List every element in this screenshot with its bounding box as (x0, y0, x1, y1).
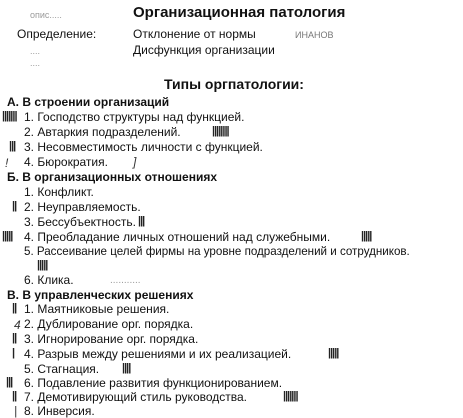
group-b-item-3: 3. Бессубъектность. (24, 215, 136, 229)
definition-label: Определение: (17, 27, 97, 41)
page-title: Организационная патология (133, 4, 346, 21)
tally-mark: 4 (14, 318, 21, 332)
tally-mark: || (12, 200, 17, 212)
group-c-heading: В. В управленческих решениях (7, 288, 194, 302)
faint-top-right-text: ИНАНОВ (295, 30, 334, 40)
faint-top-left-text: опис..... (30, 10, 62, 20)
group-c-item-1: 1. Маятниковые решения. (24, 302, 170, 316)
definition-line-2: Дисфункция организации (133, 43, 275, 57)
group-a-item-2: 2. Автаркия подразделений. (24, 125, 181, 139)
group-b-item-4: 4. Преобладание личных отношений над служебными. (24, 230, 331, 244)
tally-mark: | (14, 404, 18, 418)
group-a-item-4: 4. Бюрократия. (24, 155, 108, 169)
definition-line-1: Отклонение от нормы (133, 27, 256, 41)
group-b-item-6: 6. Клика. (24, 273, 74, 287)
tally-mark: ||||| (361, 230, 372, 242)
group-b-item-1: 1. Конфликт. (24, 185, 94, 199)
group-c-item-2: 2. Дублирование орг. порядка. (24, 317, 194, 331)
faint-annotation: ........... (110, 275, 141, 286)
group-c-item-4: 4. Разрыв между решениями и их реализацией. (24, 347, 292, 361)
tally-mark: ||||| (2, 230, 13, 242)
group-a-heading: А. В строении организаций (7, 95, 170, 109)
tally-mark: ||||| (37, 259, 48, 271)
group-c-item-6: 6. Подавление развития функционированием. (24, 376, 283, 390)
group-c-item-5: 5. Стагнация. (24, 362, 100, 376)
group-b-item-2: 2. Неуправляемость. (24, 200, 141, 214)
tally-mark: ] (133, 155, 137, 169)
group-c-item-7: 7. Демотивирующий стиль руководства. (24, 390, 248, 404)
tally-mark: ||| (138, 215, 145, 227)
faint-left-line-2: .... (30, 58, 41, 68)
tally-mark: ||||| (328, 347, 339, 359)
tally-mark: || (12, 390, 17, 402)
group-c-item-8: 8. Инверсия. (24, 404, 95, 418)
tally-mark: ||| (6, 376, 13, 388)
tally-mark: ||| (9, 140, 16, 152)
group-b-item-5: 5. Рассеивание целей фирмы на уровне подразделений и сотрудников. (24, 245, 410, 258)
group-a-item-3: 3. Несовместимость личности с функцией. (24, 140, 263, 154)
group-b-heading: Б. В организационных отношениях (7, 170, 218, 184)
tally-mark: || (12, 302, 17, 314)
tally-mark: |||| (122, 362, 131, 374)
tally-mark: ! (5, 156, 9, 170)
tally-mark: ||||||| (2, 110, 17, 122)
group-c-item-3: 3. Игнорирование орг. порядка. (24, 332, 199, 346)
tally-mark: || (12, 332, 17, 344)
tally-mark: | (12, 347, 15, 359)
tally-mark: ||||||| (283, 390, 298, 402)
faint-left-line-1: .... (30, 46, 41, 56)
group-a-item-1: 1. Господство структуры над функцией. (24, 110, 245, 124)
types-title: Типы оргпатологии: (164, 76, 304, 92)
tally-mark: |||||||| (212, 125, 229, 137)
